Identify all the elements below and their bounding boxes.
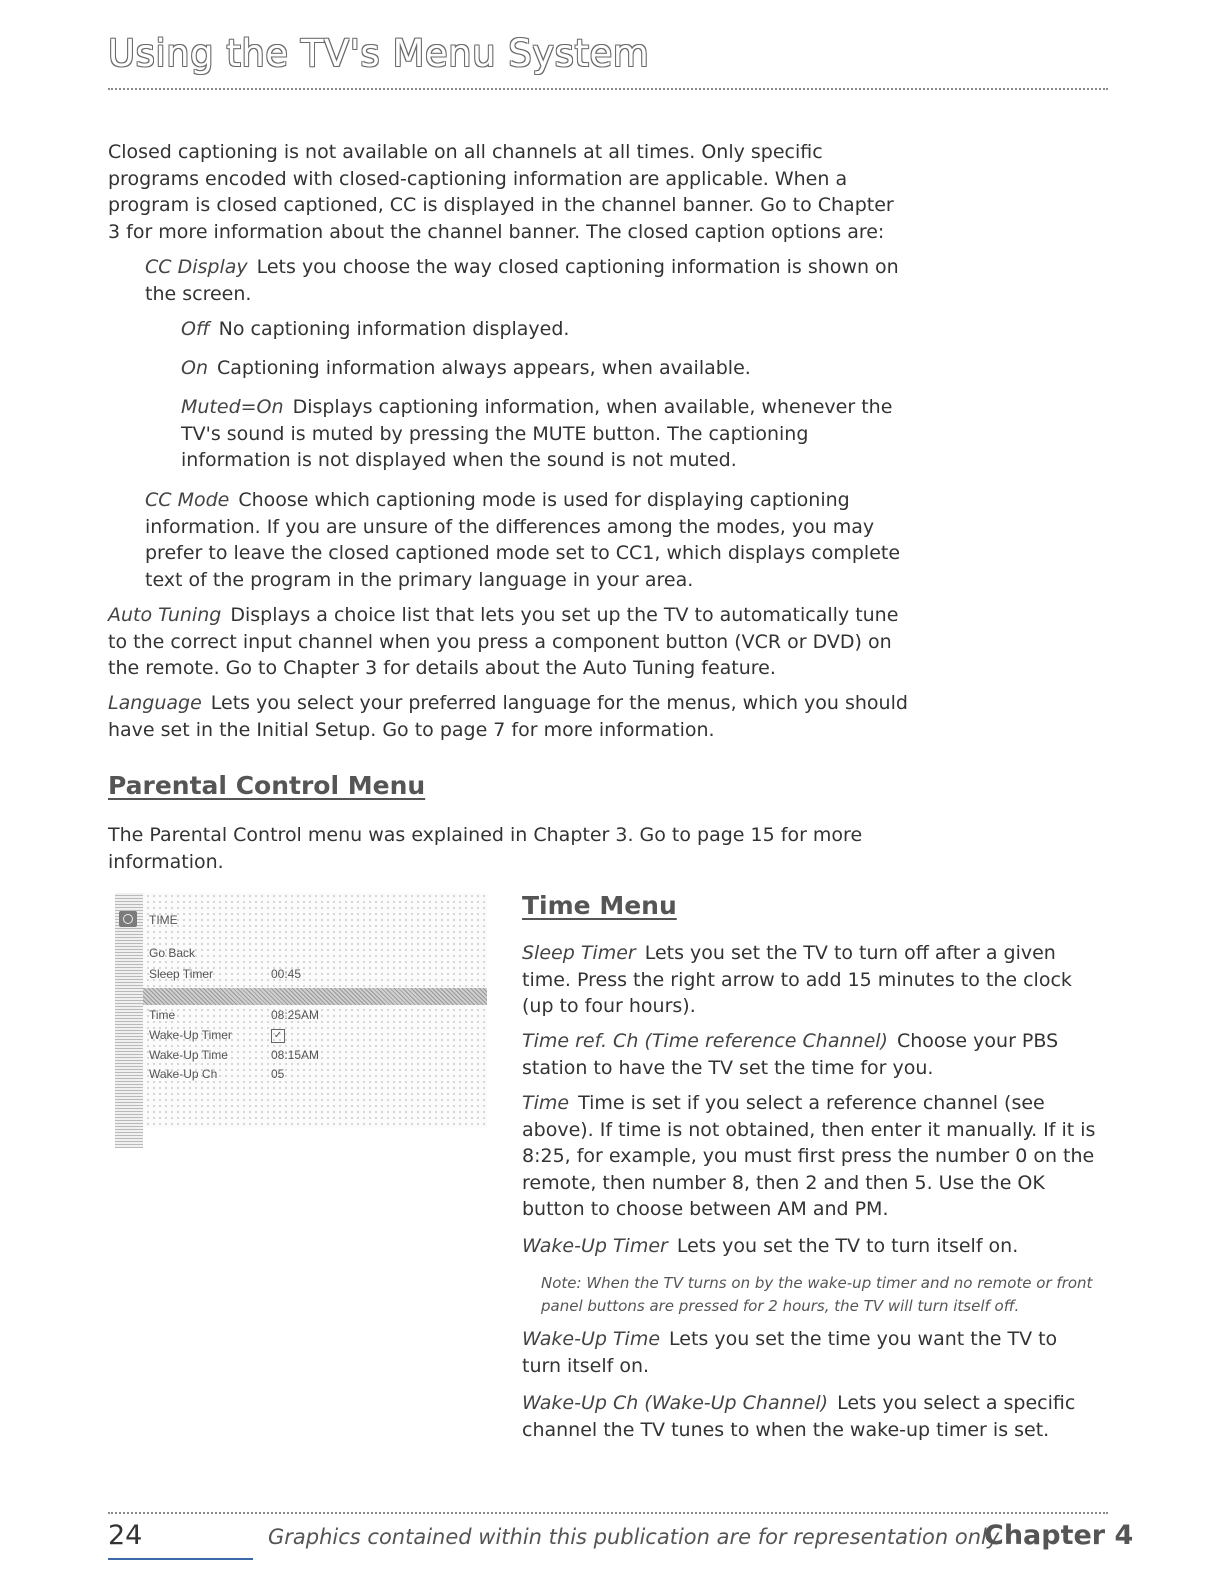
screenshot-highlight-bar bbox=[143, 988, 487, 1005]
page-title: Using the TV's Menu System bbox=[108, 32, 650, 75]
sleep-timer-text: Lets you set the TV to turn off after a given time. Press the right arrow to add 15 minutes to the clock (up to four hours). bbox=[522, 942, 1072, 1017]
wakeup-time-text: Lets you set the time you want the TV to turn itself on. bbox=[522, 1328, 1058, 1377]
cc-off-text: No captioning information displayed. bbox=[218, 318, 570, 340]
chapter-label: Chapter 4 bbox=[984, 1520, 1134, 1551]
cc-muted-paragraph bbox=[181, 394, 901, 474]
time-ref-text: Choose your PBS station to have the TV set the time for you. bbox=[522, 1030, 1059, 1079]
title-divider bbox=[108, 88, 1108, 90]
auto-tuning-text: Displays a choice list that lets you set up the TV to automatically tune to the correct input channel when you press a component button (VCR or DVD) on the remote. Go to Chapter 3 for details about the Auto Tuning feature. bbox=[108, 604, 899, 679]
wakeup-timer-paragraph bbox=[522, 1233, 1102, 1260]
cc-mode-paragraph bbox=[145, 487, 905, 593]
language-text: Lets you select your preferred language for the menus, which you should have set in the Initial Setup. Go to page 7 for more information. bbox=[108, 692, 908, 741]
wakeup-ch-paragraph bbox=[522, 1390, 1102, 1443]
cc-off-term: Off bbox=[181, 318, 210, 340]
cc-on-paragraph bbox=[181, 355, 901, 382]
language-paragraph bbox=[108, 690, 908, 743]
wakeup-note: Note: When the TV turns on by the wake-up timer and no remote or front panel buttons are pressed for 2 hours, the TV will turn itself off. bbox=[541, 1274, 1093, 1315]
auto-tuning-paragraph bbox=[108, 602, 908, 682]
screenshot-row-label: Wake-Up Ch bbox=[149, 1067, 218, 1081]
time-menu-heading: Time Menu bbox=[522, 891, 677, 920]
time-text: Time is set if you select a reference channel (see above). If time is not obtained, then enter it manually. If it is 8:25, for example, you must first press the number 0 on the remote, then number 8, then 2 and then 5. Use the OK button to choose between AM and PM. bbox=[522, 1092, 1096, 1220]
auto-tuning-term: Auto Tuning bbox=[108, 604, 222, 626]
screenshot-side-strip bbox=[115, 893, 143, 1148]
wakeup-ch-text: Lets you select a specific channel the TV tunes to when the wake-up timer is set. bbox=[522, 1392, 1076, 1441]
language-term: Language bbox=[108, 692, 202, 714]
footer-divider bbox=[108, 1512, 1108, 1514]
time-paragraph bbox=[522, 1090, 1102, 1223]
time-ref-term: Time ref. Ch (Time reference Channel) bbox=[522, 1030, 888, 1052]
page-number-underline bbox=[108, 1558, 253, 1560]
time-term: Time bbox=[522, 1092, 570, 1114]
cc-display-paragraph bbox=[145, 254, 900, 307]
time-ref-paragraph bbox=[522, 1028, 1102, 1081]
checkbox-icon: ✓ bbox=[271, 1029, 285, 1043]
cc-on-text: Captioning information always appears, when available. bbox=[217, 357, 751, 379]
cc-off-paragraph bbox=[181, 316, 901, 343]
wakeup-time-paragraph bbox=[522, 1326, 1102, 1379]
wakeup-timer-term: Wake-Up Timer bbox=[522, 1235, 668, 1257]
screenshot-row-value: 08:25AM bbox=[271, 1008, 320, 1022]
screenshot-row-label: Time bbox=[149, 1008, 176, 1022]
screenshot-row-value: 00:45 bbox=[271, 967, 302, 981]
footer-disclaimer: Graphics contained within this publication are for representation only. bbox=[268, 1525, 1005, 1549]
time-menu-screenshot bbox=[115, 893, 487, 1128]
screenshot-row-value: 08:15AM bbox=[271, 1048, 320, 1062]
screenshot-row-label: Sleep Timer bbox=[149, 967, 214, 981]
cc-display-term: CC Display bbox=[145, 256, 248, 278]
cc-muted-term: Muted=On bbox=[181, 396, 284, 418]
sleep-timer-term: Sleep Timer bbox=[522, 942, 636, 964]
wakeup-time-term: Wake-Up Time bbox=[522, 1328, 661, 1350]
page-number: 24 bbox=[108, 1520, 143, 1551]
cc-mode-text: Choose which captioning mode is used for displaying captioning information. If you are unsure of the differences among the modes, you may prefer to leave the closed captioned mode set to CC1, which displays complete text of the program in the primary language in your area. bbox=[145, 489, 901, 591]
parental-control-paragraph: The Parental Control menu was explained in Chapter 3. Go to page 15 for more information. bbox=[108, 824, 863, 873]
cc-display-text: Lets you choose the way closed captioning information is shown on the screen. bbox=[145, 256, 899, 305]
wakeup-timer-text: Lets you set the TV to turn itself on. bbox=[676, 1235, 1019, 1257]
cc-muted-text: Displays captioning information, when available, whenever the TV's sound is muted by pressing the MUTE button. The captioning information is not displayed when the sound is not muted. bbox=[181, 396, 893, 471]
screenshot-row-label: Wake-Up Timer bbox=[149, 1028, 232, 1042]
screenshot-menu-title: TIME bbox=[149, 913, 178, 927]
screenshot-row-value: 05 bbox=[271, 1067, 285, 1081]
cc-mode-term: CC Mode bbox=[145, 489, 230, 511]
screenshot-row-label: Wake-Up Time bbox=[149, 1048, 228, 1062]
intro-paragraph: Closed captioning is not available on all channels at all times. Only specific programs encoded with closed-captioning information are applicable. When a program is closed captioned, CC is displayed in the channel banner. Go to Chapter 3 for more information about the channel banner. The closed caption options are: bbox=[108, 141, 894, 243]
parental-control-heading: Parental Control Menu bbox=[108, 771, 426, 800]
screenshot-row-label: Go Back bbox=[149, 946, 196, 960]
clock-face-icon bbox=[123, 914, 133, 924]
wakeup-ch-term: Wake-Up Ch (Wake-Up Channel) bbox=[522, 1392, 829, 1414]
cc-on-term: On bbox=[181, 357, 208, 379]
sleep-timer-paragraph bbox=[522, 940, 1102, 1020]
